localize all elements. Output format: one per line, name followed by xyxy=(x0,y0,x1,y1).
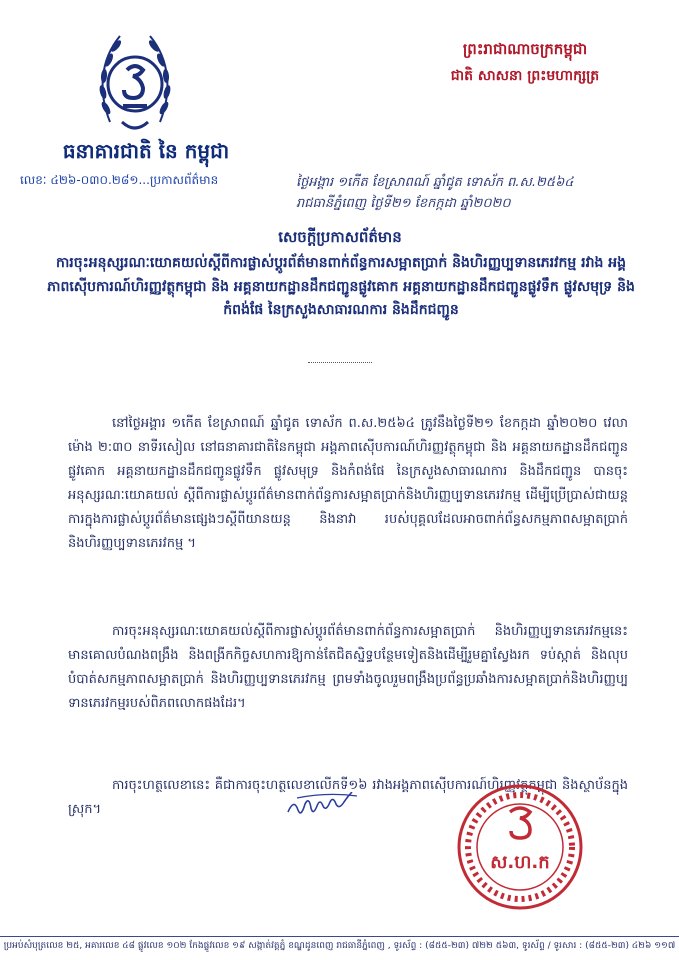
paragraph-2: ការចុះអនុស្សរណៈយោគយល់ស្តីពីការផ្លាស់ប្តូរព័ត៌មានពាក់ព័ន្ធការសម្អាតប្រាក់ និងហិរញ្ញប្បទានភេរវកម្មនេះ មានគោលបំណងពង្រឹង និងពង្រីកកិច្ចសហការឱ្យកាន់តែជិតស្និទ្ធបន្ថែមទៀតនិងដើម្បីរួមគ្នាស្វែងរក ទប់ស្កាត់ និងលុបបំបាត់សកម្មភាពសម្អាតប្រាក់ និងហិរញ្ញប្បទានភេរវកម្ម ព្រមទាំងចូលរួមពង្រឹងប្រព័ន្ធប្រឆាំងការសម្អាតប្រាក់និងហិរញ្ញប្បទានភេរវកម្មរបស់ពិភពលោកផងដែរ។ xyxy=(68,624,628,711)
handwritten-signature xyxy=(285,792,367,820)
official-seal xyxy=(455,782,585,912)
footer-address: ប្រអប់សំបុត្រលេខ ២៥, អគារលេខ ៤៨ ផ្លូវលេខ ១០២ កែងផ្លូវលេខ ១៩ សង្កាត់វត្តភ្នំ ខណ្ឌដូនពេញ រាជធានីភ្នំពេញ , ទូរស័ព្ទ : (៨៥៥-២៣) ៧២២ ៥៦៣, ទូរស័ព្ទ / ទូរសារ : (៨៥៥-២៣) ៤២៦ ១១៧ xyxy=(0,936,679,953)
document-subject: ការចុះអនុស្សរណៈយោគយល់ស្តីពីការផ្លាស់ប្តូរព័ត៌មានពាក់ព័ន្ធការសម្អាតប្រាក់ និងហិរញ្ញប្បទានភេរវកម្ម រវាង អង្គភាពស៊ើបការណ៍ហិរញ្ញវត្ថុកម្ពុជា និង អគ្គនាយកដ្ឋានដឹកជញ្ជូនផ្លូវគោក អគ្គនាយកដ្ឋានដឹកជញ្ជូនផ្លូវទឹក ផ្លូវសមុទ្រ និងកំពង់ផែ នៃក្រសួងសាធារណការ និងដឹកជញ្ជូន xyxy=(47,255,635,318)
paragraph-1: នៅថ្ងៃអង្គារ ១កើត ខែស្រាពណ៍ ឆ្នាំជូត ទោស័ក ព.ស.២៥៦៤ ត្រូវនឹងថ្ងៃទី២១ ខែកក្កដា ឆ្នាំ២០២០ វេលាម៉ោង ២:៣០ នាទីរសៀល នៅធនាគារជាតិនៃកម្ពុជា អង្គភាពស៊ើបការណ៍ហិរញ្ញវត្ថុកម្ពុជា និង អគ្គនាយកដ្ឋានដឹកជញ្ជូនផ្លូវគោក អគ្គនាយកដ្ឋានដឹកជញ្ជូនផ្លូវទឹក ផ្លូវសមុទ្រ និងកំពង់ផែ នៃក្រសួងសាធារណការ និងដឹកជញ្ជូន បានចុះអនុស្សរណៈយោគយល់ ស្តីពីការផ្លាស់ប្តូរព័ត៌មានពាក់ព័ន្ធការសម្អាតប្រាក់និងហិរញ្ញប្បទានភេរវកម្ម ដើម្បីប្រើប្រាស់ជាយន្តការក្នុងការផ្លាស់ប្តូរព័ត៌មានផ្សេងៗស្តីពីយានយន្ត និងនាវា របស់បុគ្គលដែលអាចពាក់ព័ន្ធសកម្មភាពសម្អាតប្រាក់ និងហិរញ្ញប្បទានភេរវកម្ម ។ xyxy=(68,416,628,551)
date-lunar: ថ្ងៃអង្គារ ១កើត ខែស្រាពណ៍ ឆ្នាំជូត ទោស័ក ព.ស.២៥៦៤ xyxy=(296,175,574,190)
paragraph-3: ការចុះហត្ថលេខានេះ គឺជាការចុះហត្ថលេខាលើកទី១៦ រវាងអង្គភាពស៊ើបការណ៍ហិរញ្ញវត្ថុកម្ពុជា និងស្ថាប័នក្នុងស្រុក។ xyxy=(68,778,628,817)
bank-name: ធនាគារជាតិ នៃ កម្ពុជា xyxy=(62,139,230,163)
separator xyxy=(308,362,372,363)
national-bank-emblem xyxy=(96,22,174,137)
stamp-text: ស.ហ.ក xyxy=(490,852,550,873)
kingdom-heading: ព្រះរាជាណាចក្រកម្ពុជា xyxy=(462,40,588,58)
national-motto: ជាតិ សាសនា ព្រះមហាក្សត្រ xyxy=(450,68,600,84)
reference-number: លេខៈ ៤២៦-០៣០.២៨១...ប្រកាសព័ត៌មាន xyxy=(20,173,219,187)
date-place: រាជធានីភ្នំពេញ ថ្ងៃទី២១ ខែកក្កដា ឆ្នាំ២០២០ xyxy=(296,196,511,211)
document-title: សេចក្តីប្រកាសព័ត៌មាន xyxy=(278,228,402,246)
